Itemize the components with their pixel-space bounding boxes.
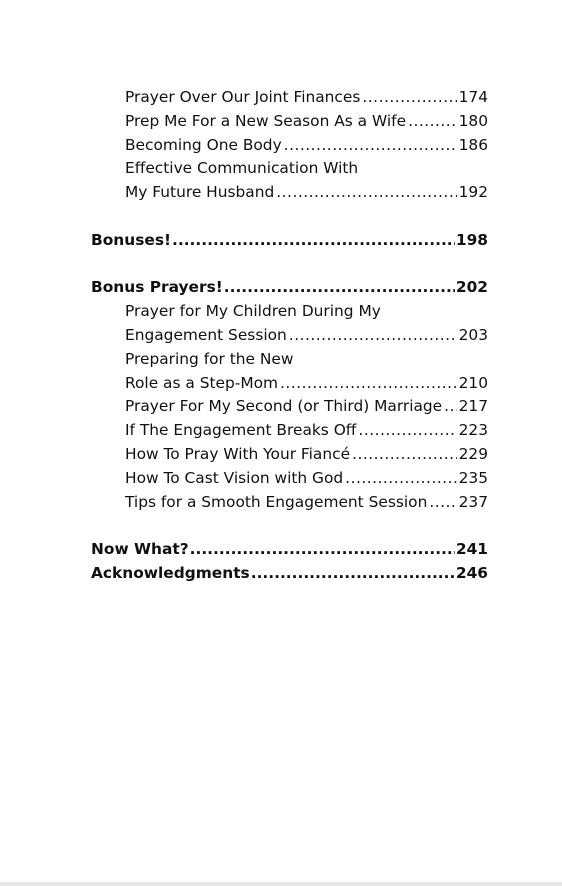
toc-entry-step-mom-line1 xyxy=(91,348,488,372)
toc-entry-communication-line1 xyxy=(91,157,488,181)
toc-section-page: 202 xyxy=(455,278,488,297)
toc-entry-page: 217 xyxy=(458,397,488,416)
toc-entry-page: 186 xyxy=(458,135,488,154)
toc-section-bonuses xyxy=(91,229,488,253)
toc-entry-page: 223 xyxy=(458,421,488,440)
dot-leader xyxy=(251,562,455,586)
toc-section-title: Bonus Prayers! xyxy=(91,278,223,297)
toc-entry-smooth-session xyxy=(91,491,488,515)
toc-section-title: Acknowledgments xyxy=(91,563,250,582)
toc-entry-second-marriage xyxy=(91,395,488,419)
section-spacer xyxy=(91,205,488,229)
toc-entry-breaks-off xyxy=(91,419,488,443)
dot-leader xyxy=(284,134,457,158)
toc-section-bonus-prayers xyxy=(91,276,488,300)
toc-section-now-what xyxy=(91,538,488,562)
toc-section-page: 198 xyxy=(455,230,488,249)
dot-leader xyxy=(352,443,457,467)
toc-entry-page: 229 xyxy=(458,444,488,463)
toc-section-title: Bonuses! xyxy=(91,230,171,249)
toc-section-title: Now What? xyxy=(91,540,189,559)
dot-leader xyxy=(429,491,456,515)
toc-entry-page: 180 xyxy=(458,111,488,130)
toc-entry-one-body xyxy=(91,134,488,158)
toc-entry-children-line2 xyxy=(91,324,488,348)
toc-entry-communication-line2 xyxy=(91,181,488,205)
dot-leader xyxy=(289,324,457,348)
dot-leader xyxy=(408,110,457,134)
toc-entry-joint-finances xyxy=(91,86,488,110)
toc-entry-children-line1 xyxy=(91,300,488,324)
toc-entry-title: How To Cast Vision with God xyxy=(125,468,344,487)
toc-section-page: 246 xyxy=(455,563,488,582)
toc-entry-page: 174 xyxy=(458,88,488,106)
toc-entry-title: Preparing for the New xyxy=(125,349,294,368)
dot-leader xyxy=(362,86,456,110)
toc-entry-title: If The Engagement Breaks Off xyxy=(125,421,357,440)
page-bottom-edge xyxy=(0,882,562,886)
dot-leader xyxy=(444,395,456,419)
dot-leader xyxy=(172,229,455,253)
toc-entry-title: Tips for a Smooth Engagement Session xyxy=(125,492,428,511)
toc-entry-title: Prayer Over Our Joint Finances xyxy=(125,88,361,106)
toc-entry-page: 192 xyxy=(458,183,488,202)
toc-entry-page: 203 xyxy=(458,325,488,344)
dot-leader xyxy=(345,467,456,491)
dot-leader xyxy=(190,538,455,562)
toc-entry-title: My Future Husband xyxy=(125,183,275,202)
toc-entry-page: 210 xyxy=(458,373,488,392)
toc-entry-title: Prayer for My Children During My xyxy=(125,302,381,321)
section-spacer xyxy=(91,514,488,538)
toc-entry-title: How To Pray With Your Fiancé xyxy=(125,444,351,463)
dot-leader xyxy=(276,181,456,205)
dot-leader xyxy=(280,372,457,396)
table-of-contents xyxy=(91,86,488,586)
dot-leader xyxy=(358,419,456,443)
toc-entry-new-season xyxy=(91,110,488,134)
toc-entry-title: Prayer For My Second (or Third) Marriage xyxy=(125,397,443,416)
toc-entry-page: 237 xyxy=(458,492,488,511)
dot-leader xyxy=(224,276,455,300)
toc-entry-title: Engagement Session xyxy=(125,325,287,344)
toc-section-acknowledgments xyxy=(91,562,488,586)
section-spacer xyxy=(91,253,488,277)
toc-entry-title: Effective Communication With xyxy=(125,159,359,178)
toc-section-page: 241 xyxy=(455,540,488,559)
toc-entry-title: Role as a Step-Mom xyxy=(125,373,279,392)
toc-entry-cast-vision xyxy=(91,467,488,491)
toc-entry-title: Prep Me For a New Season As a Wife xyxy=(125,111,407,130)
toc-entry-pray-with-fiance xyxy=(91,443,488,467)
toc-entry-title: Becoming One Body xyxy=(125,135,282,154)
toc-entry-step-mom-line2 xyxy=(91,372,488,396)
toc-entry-page: 235 xyxy=(458,468,488,487)
